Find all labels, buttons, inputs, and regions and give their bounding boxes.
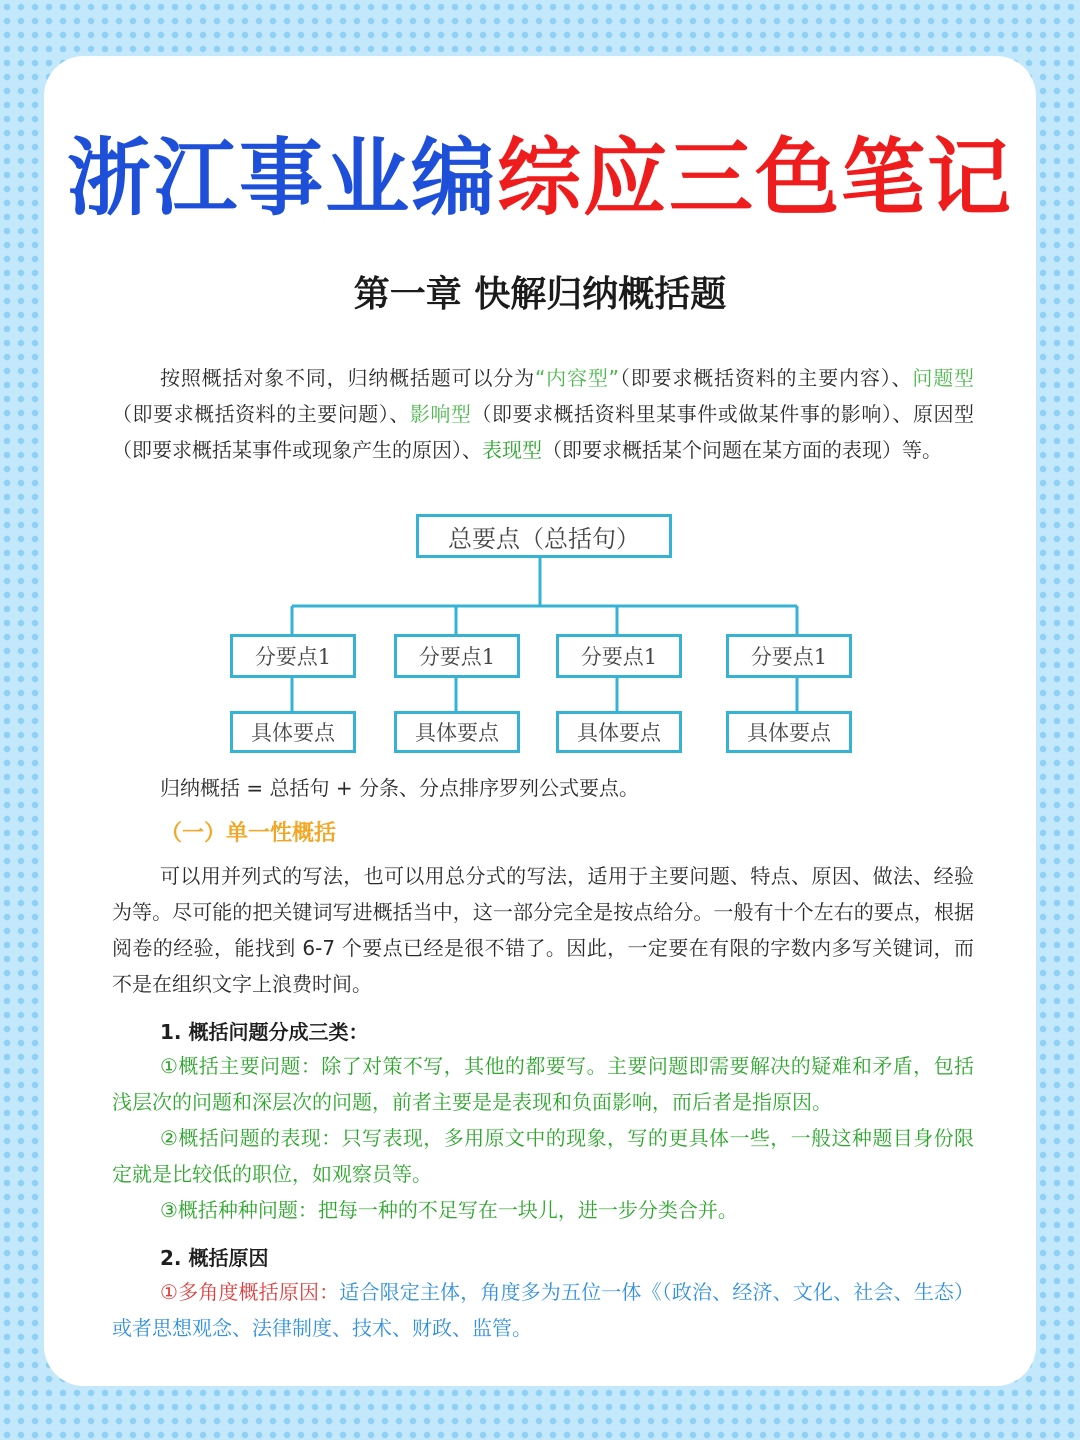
title-red-part: 综应三色笔记 bbox=[497, 129, 1014, 227]
diagram-branch-box-2: 分要点1 bbox=[394, 634, 520, 678]
intro-text-b: （即要求概括资料的主要内容）、 bbox=[619, 366, 913, 390]
sub2-paragraph bbox=[112, 1274, 974, 1346]
section1-heading: （一）单一性概括 bbox=[160, 821, 337, 846]
sub2-heading: 2. 概括原因 bbox=[160, 1246, 269, 1270]
intro-type-impact: 影响型 bbox=[409, 402, 472, 426]
diagram-child-box-4: 具体要点 bbox=[726, 711, 852, 753]
intro-text-e: （即要求概括某个问题在某方面的表现）等。 bbox=[542, 438, 942, 462]
intro-type-content: “内容型” bbox=[534, 366, 620, 390]
intro-type-manifestation: 表现型 bbox=[482, 438, 542, 462]
title-blue-part: 浙江事业编 bbox=[66, 129, 497, 227]
sub1-item-3: ③概括种种问题：把每一种的不足写在一块儿，进一步分类合并。 bbox=[160, 1198, 738, 1222]
section1-body: 可以用并列式的写法，也可以用总分式的写法，适用于主要问题、特点、原因、做法、经验为等。尽可能的把关键词写进概括当中，这一部分完全是按点给分。一般有十个左右的要点，根据阅卷的经验，能找到 6-7 个要点已经是很不错了。因此，一定要在有限的字数内多写关键词，而不是在组织文字上浪费时间。 bbox=[112, 864, 974, 996]
chapter-heading: 第一章 快解归纳概括题 bbox=[353, 274, 727, 315]
intro-paragraph bbox=[112, 360, 974, 468]
diagram-branch-box-1: 分要点1 bbox=[230, 634, 356, 678]
diagram-child-box-1: 具体要点 bbox=[230, 711, 356, 753]
diagram-branch-box-4: 分要点1 bbox=[726, 634, 852, 678]
diagram-root-box: 总要点（总括句） bbox=[416, 514, 672, 558]
intro-type-problem: 问题型 bbox=[912, 366, 975, 390]
formula-line: 归纳概括 = 总括句 + 分条、分点排序罗列公式要点。 bbox=[160, 776, 639, 800]
sub2-lead: ①多角度概括原因： bbox=[160, 1280, 340, 1304]
intro-text-d: （即要求概括资料里某事件或做某件事的影响）、原因型（即要求概括某事件或现象产生的原因）、 bbox=[112, 402, 975, 462]
intro-text-a: 按照概括对象不同，归纳概括题可以分为 bbox=[160, 366, 535, 390]
sub2-body: 适合限定主体，角度多为五位一体《（政治、经济、文化、社会、生态）或者思想观念、法律制度、技术、财政、监管。 bbox=[112, 1280, 974, 1340]
page-title bbox=[0, 128, 1080, 228]
sub1-item-1: ①概括主要问题：除了对策不写，其他的都要写。主要问题即需要解决的疑难和矛盾，包括浅层次的问题和深层次的问题，前者主要是是表现和负面影响，而后者是指原因。 bbox=[112, 1054, 974, 1114]
diagram-child-box-3: 具体要点 bbox=[556, 711, 682, 753]
intro-text-c: （即要求概括资料的主要问题）、 bbox=[112, 402, 410, 426]
diagram-child-box-2: 具体要点 bbox=[394, 711, 520, 753]
sub1-heading: 1. 概括问题分成三类： bbox=[160, 1020, 369, 1044]
sub1-item-2: ②概括问题的表现：只写表现，多用原文中的现象，写的更具体一些，一般这种题目身份限定就是比较低的职位，如观察员等。 bbox=[112, 1126, 974, 1186]
diagram-branch-box-3: 分要点1 bbox=[556, 634, 682, 678]
